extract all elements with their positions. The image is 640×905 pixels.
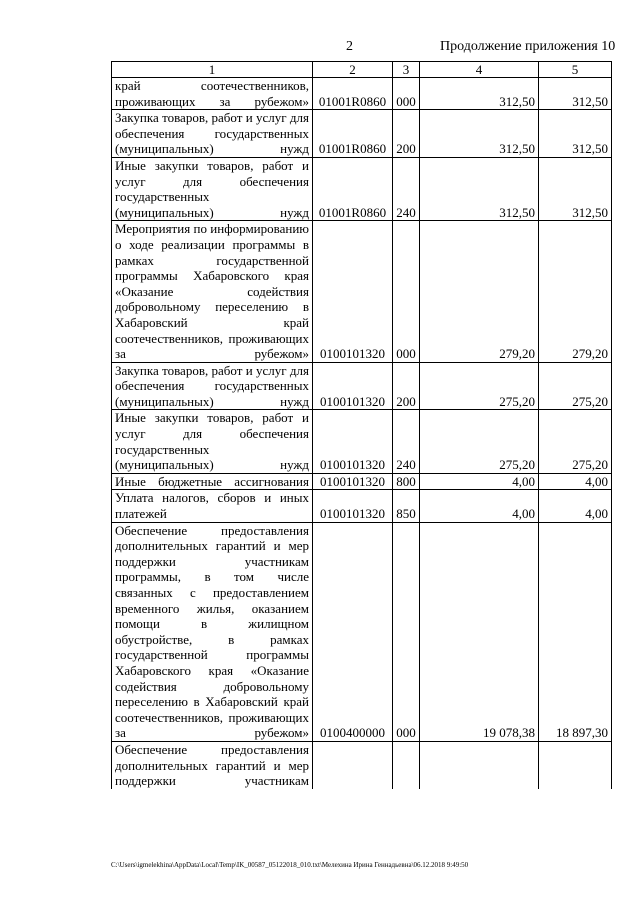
table-row <box>112 741 612 788</box>
row-sum-1: 19 078,38 <box>420 522 539 741</box>
row-sum-1: 312,50 <box>420 157 539 220</box>
footer-file-path: C:\Users\igmelekhina\AppData\Local\Temp\IK_00587_05122018_010.txt\Мелехина Ирина Геннадьевна\06.12.2018 9:49:50 <box>111 861 469 869</box>
row-sum-2: 4,00 <box>539 490 612 522</box>
row-code: 01001R0860 <box>313 78 393 110</box>
row-sum-2: 275,20 <box>539 410 612 473</box>
row-name: Иные закупки товаров, работ и услуг для обеспечения государственных (муниципальных) нужд <box>112 157 313 220</box>
row-sum-1 <box>420 741 539 788</box>
row-name: Закупка товаров, работ и услуг для обеспечения государственных (муниципальных) нужд <box>112 110 313 158</box>
table-row <box>112 362 612 410</box>
row-code: 0100101320 <box>313 490 393 522</box>
row-name: край соотечественников, проживающих за рубежом» <box>112 78 313 110</box>
row-code: 01001R0860 <box>313 157 393 220</box>
row-sum-2: 312,50 <box>539 78 612 110</box>
row-name: Обеспечение предоставления дополнительных гарантий и мер поддержки участникам программы, в том числе связанных с предоставлением временного жилья, оказанием помощи в жилищном обустройстве, в рамках государственной программы Хабаровского края «Оказание содействия добровольному переселению в Хабаровский край соотечественников, проживающих за рубежом» <box>112 522 313 741</box>
budget-table <box>111 61 612 789</box>
table-row <box>112 221 612 362</box>
row-sum-2 <box>539 741 612 788</box>
row-sum-1: 275,20 <box>420 410 539 473</box>
column-header: 1 <box>112 62 313 78</box>
table-row <box>112 522 612 741</box>
column-header: 5 <box>539 62 612 78</box>
row-name: Закупка товаров, работ и услуг для обеспечения государственных (муниципальных) нужд <box>112 362 313 410</box>
table-row <box>112 78 612 110</box>
table-row <box>112 157 612 220</box>
row-code: 01001R0860 <box>313 110 393 158</box>
page-number: 2 <box>346 39 353 54</box>
row-code: 0100101320 <box>313 410 393 473</box>
table-row <box>112 473 612 490</box>
row-name: Уплата налогов, сборов и иных платежей <box>112 490 313 522</box>
row-name: Обеспечение предоставления дополнительных гарантий и мер поддержки участникам <box>112 741 313 788</box>
row-name: Мероприятия по информированию о ходе реализации программы в рамках государственной программы Хабаровского края «Оказание содействия добровольному переселению в Хабаровский край соотечественников, проживающих за рубежом» <box>112 221 313 362</box>
row-sum-2: 275,20 <box>539 362 612 410</box>
row-code: 0100101320 <box>313 221 393 362</box>
row-sum-2: 18 897,30 <box>539 522 612 741</box>
row-sum-2: 4,00 <box>539 473 612 490</box>
row-sum-1: 312,50 <box>420 110 539 158</box>
row-name: Иные закупки товаров, работ и услуг для обеспечения государственных (муниципальных) нужд <box>112 410 313 473</box>
row-vr <box>393 741 420 788</box>
row-vr: 000 <box>393 221 420 362</box>
row-vr: 200 <box>393 362 420 410</box>
row-sum-1: 312,50 <box>420 78 539 110</box>
row-code <box>313 741 393 788</box>
row-vr: 850 <box>393 490 420 522</box>
row-code: 0100400000 <box>313 522 393 741</box>
row-vr: 000 <box>393 522 420 741</box>
row-sum-1: 4,00 <box>420 473 539 490</box>
table-row <box>112 410 612 473</box>
row-vr: 000 <box>393 78 420 110</box>
column-header: 4 <box>420 62 539 78</box>
row-sum-2: 279,20 <box>539 221 612 362</box>
column-header: 3 <box>393 62 420 78</box>
table-row <box>112 110 612 158</box>
row-code: 0100101320 <box>313 473 393 490</box>
row-vr: 200 <box>393 110 420 158</box>
column-header: 2 <box>313 62 393 78</box>
row-sum-2: 312,50 <box>539 110 612 158</box>
appendix-label: Продолжение приложения 10 <box>440 39 616 54</box>
row-sum-1: 4,00 <box>420 490 539 522</box>
row-name: Иные бюджетные ассигнования <box>112 473 313 490</box>
row-vr: 800 <box>393 473 420 490</box>
row-code: 0100101320 <box>313 362 393 410</box>
table-row <box>112 490 612 522</box>
table-header-row <box>112 62 612 78</box>
row-sum-1: 275,20 <box>420 362 539 410</box>
row-sum-1: 279,20 <box>420 221 539 362</box>
row-vr: 240 <box>393 410 420 473</box>
row-vr: 240 <box>393 157 420 220</box>
row-sum-2: 312,50 <box>539 157 612 220</box>
